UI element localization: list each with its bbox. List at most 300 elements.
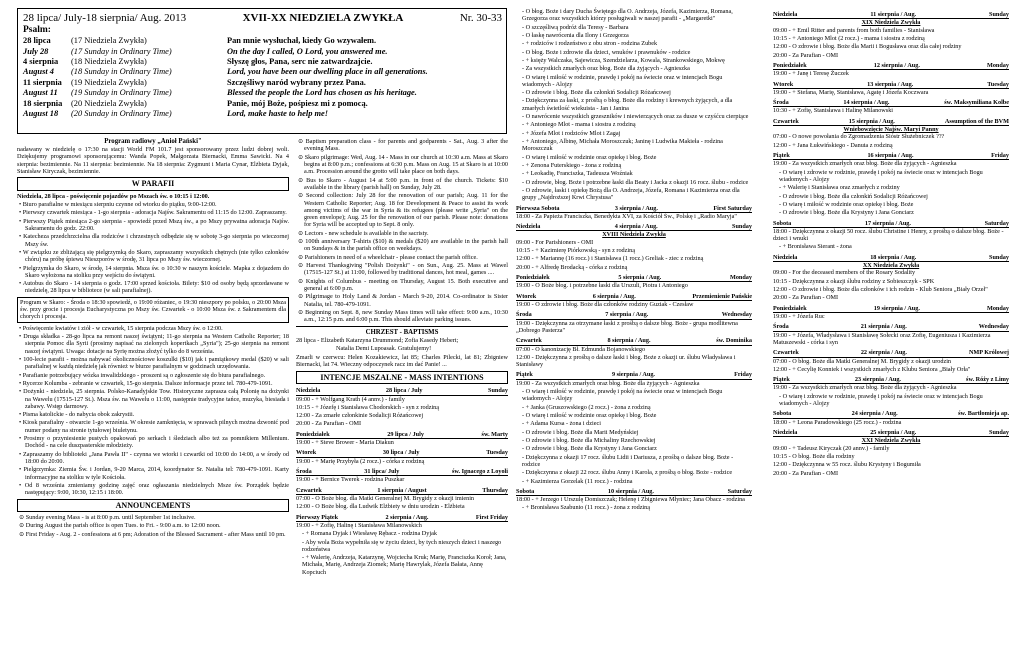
parafii-list — [17, 201, 289, 295]
mass-date: 14 sierpnia / Aug. — [843, 99, 890, 107]
bullet-item: ⊙ Bus to Skaro - August 14 at 5:00 p.m. in front of the church. Tickets: $10 available in the library (parish hall) on Sunday, July 28. — [298, 176, 508, 191]
parafii-heading: W PARAFII — [17, 177, 289, 190]
bullet-item: ⊙ During August the parish office is open Tues. to Fri. - 9:00 a.m. to 12:00 noon. — [19, 522, 221, 530]
mass-feast: Sunday — [488, 387, 508, 395]
intention-line: - + Walerię, Andrzeja, Katarzynę, Wojciecha Kruk; Marię, Franciszka Koroł; Jana, Michała, Marię, Andrzeja Ziomek; Marię Hawrylak, Józefa Bałata, Annę Kopciuch — [302, 554, 507, 576]
bullet-item: ⊙ Skaro pilgrimage: Wed, Aug. 14 - Mass in our church at 10:30 a.m. Mass at Skaro begins at 8:00 p.m.; confessions at 6:30 p.m. Mass on Aug. 15 at Skaro is at 10:00 a.m. Procession around the grotto will take place on both days. — [298, 153, 508, 176]
divider — [296, 326, 508, 327]
bullet-item: ⊙ Knights of Columbus - meeting on Thursday, August 15. Both executive and general at 6:00 p.m. — [298, 277, 508, 292]
mass-day-header — [773, 220, 1009, 228]
intention-line: 19:00 - Za wszystkich zmarłych oraz błog. Boże dla żyjących - Agnieszka — [773, 384, 957, 392]
intention-line: 19:00 - + Steve Brower - Maria Diakun — [296, 439, 394, 447]
psalm-verse: Blessed the people the Lord has chosen as his heritage. — [227, 88, 417, 98]
bullet-item: • Pisma katolickie - do nabycia obok zakrystii. — [19, 411, 135, 419]
intention-line: 20:00 - Za Parafian - OMI — [296, 420, 362, 428]
intention-line: 12:00 - Dziękczynna z prośbą o dalsze łaski i błog. Boże z okazji ur. ślubu Władysława i Stanisławy — [516, 353, 736, 369]
bullet-item: • Od 8 września zmieniamy godzinę zajęć oraz ogłaszania niedzielnych Msze św. Porządek będzie następujący: 9:00, 10:30, 12:15 i 18:00. — [19, 481, 289, 497]
mass-feast: Wednesday — [978, 323, 1009, 331]
mass-sunday-title: XX Niedziela Zwykła — [862, 262, 920, 270]
baptisms-line-2: Natalia Demi Lupoasak. Gratulujemy! — [336, 344, 432, 352]
mass-day-header — [773, 376, 1009, 384]
intention-line: 07:00 - O kanonizację Bł. Edmunda Bojanowskiego — [516, 345, 646, 353]
mass-feast: First Friday — [475, 513, 508, 521]
intention-line: 19:00 - O Boże błog. i potrzebne łaski dla Urszuli, Piotra i Antoniego — [516, 282, 688, 290]
psalm-date: August 4 — [23, 67, 54, 77]
bullet-item: • Kiosk parafialny - otwarcie 1-go września. W okresie zamknięcia, w sprawach pilnych można dzwonić pod numer podany na stronie tytułowej biuletynu. — [19, 419, 289, 434]
intention-line: - O wiarę i miłość w rodzinie oraz opiekę i błog. Boże — [522, 412, 657, 419]
intention-line: - O wiarę i miłość w rodzinie oraz opiekę i błog. Boże — [779, 200, 914, 208]
intention-line: - Dziękczynna z okazji 17 rocz. ślubu Lidii i Dariusza, z prośbą o dalsze błog. Boże - rodzice — [522, 453, 734, 468]
bulletin-header — [23, 12, 502, 25]
mass-day: Niedziela — [773, 253, 798, 261]
column-4 — [773, 8, 1009, 478]
bullet-item: • Katecheza przedchrzcielna dla rodziców i chrzestnych odbędzie się w sobotę 3-go sierpnia po wieczornej Mszy św. — [19, 233, 289, 248]
intention-line: - O nawrócenie wszystkich grzeszników i niewierzących oraz za dusze w czyśćcu cierpiące — [522, 113, 749, 121]
mass-day: Czwartek — [516, 337, 542, 345]
intention-line: 12:00 - Dziękczynna w 55 rocz. ślubu Krystyny i Bogumiła — [773, 461, 921, 469]
mass-day: Poniedziałek — [773, 304, 807, 312]
mass-day-header — [773, 62, 1009, 70]
mass-sunday-title: XVIII Niedziela Zwykła — [602, 231, 666, 239]
psalm-verse: Pan mnie wysłuchał, kiedy Go wzywałem. — [227, 36, 377, 46]
mass-feast: św. Ignacego z Loyoli — [451, 468, 508, 476]
mass-day-header — [296, 514, 508, 522]
mass-feast: św. Marty — [481, 430, 508, 438]
mass-date: 15 sierpnia / Aug. — [848, 117, 895, 125]
mass-date: 28 lipca / July — [385, 387, 423, 395]
mass-feast: Saturday — [984, 219, 1009, 227]
mass-feast: Monday — [729, 274, 752, 281]
intention-line: - O wiarę i miłość w rodzinie oraz opiekę i błog. Boże — [522, 153, 657, 161]
mass-day-header — [773, 410, 1009, 418]
psalm-row — [23, 99, 502, 109]
mass-day-header — [516, 488, 752, 496]
bullet-item: • Dożynki - niedziela, 25 sierpnia. Polsko-Kanadyjskie Tow. Historyczne zaprasza całą Polonię na dożynki na Wawelu (17515-127 St.). Msza św. na Wawelu o 11:00, następnie tradycyjne tańce, muzyka, biesiada i zabawy. Wstęp darmowy. — [19, 388, 289, 410]
intention-line: - + Kazimierza Gorzelak (11 rocz.) - rodzina — [522, 477, 633, 485]
mass-feast: św. Dominika — [716, 337, 752, 345]
mass-day: Sobota — [773, 410, 792, 418]
mass-date: 13 sierpnia / Aug. — [867, 80, 914, 88]
announcements-heading: ANNOUNCEMENTS — [17, 499, 289, 512]
mass-date: 3 sierpnia / Aug. — [614, 204, 658, 212]
mass-feast: Tuesday — [987, 80, 1009, 88]
mass-day: Środa — [773, 99, 789, 107]
intention-line: - + Antoniego, Albinę, Michała Moroszczuk; Janinę i Ludwika Makieła - rodzina Moroszczuk — [522, 138, 723, 153]
psalm-list — [23, 36, 502, 119]
intention-line: - O zdrowie i błog. Boże dla Krystyny i Jana Gonciarz — [779, 209, 914, 217]
intention-line: 19:00 - Dziękczynna za otrzymane łaski z prośbą o dalsze błog. Boże - grupa modlitewna „Dobrego Pasterza" — [516, 319, 738, 334]
mass-day-header — [516, 371, 752, 379]
bullet-item: • Pielgrzymka do Skaro, w środę, 14 sierpnia. Msza św. o 10:30 w naszym kościele. Mapka z dojazdem do Skaro wyłożona na stoliku przy wejściu do świątyni. — [19, 264, 289, 279]
mass-day-header — [773, 305, 1009, 313]
mass-intentions-heading: INTENCJE MSZALNE - MASS INTENTIONS — [296, 371, 508, 384]
intention-line: - + Bronisława Sierant - żona — [779, 243, 852, 251]
mass-date: 18 sierpnia / Aug. — [870, 253, 917, 261]
bullet-item: • W związku ze zbliżającą się pielgrzymką do Skaro, zapraszamy wszystkich chętnych (nie tylko członków chóru) na próbę śpiewu Nieszporów w środę, 31 lipca po Mszy św. wieczornej. — [19, 248, 289, 264]
intention-line: 12:00 - O zdrowie i błog. Boże dla członków i ich rodzin - Klub Seniora „Biały Orzeł" — [773, 286, 988, 293]
psalm-date: 4 sierpnia — [23, 57, 59, 67]
intention-line: 20:00 - Za Parafian - OMI — [773, 469, 839, 477]
intention-line: 12:00 - O Boże błog. dla Ludwik Elżbiety w dniu urodzin - Elżbieta — [296, 503, 465, 511]
mass-day: Środa — [296, 468, 312, 476]
intention-line: 19:00 - + Bernice Twerek - rodzina Puszkar — [296, 476, 405, 484]
bullet-item: • Zapraszamy do biblioteki „Jana Pawła II" - czynna we wtorki i czwartki od 10:00 do 14:00, a w środy od 18:00 do 20:00. — [19, 450, 289, 466]
intention-line: 10:15 - O błog. Boże dla rodziny — [773, 452, 855, 460]
mass-feast: Saturday — [727, 487, 752, 495]
mass-date: 29 lipca / July — [387, 430, 424, 438]
radio-text: nadawany w niedzielę o 17:30 na stacji World FM 101.7 jest sponsorowany przez ludzi dobrej woli. Dziękujemy programowi sponsorującemu: Wanda Popek, Małgorzata Biernacki, Emma Sawicki. Na 4 sierpnia: bezimiennie. Na 11 sierpnia: bezimiennie. Na 18 sierpnia: Zygmunt i Maria Cynar, Elżbieta Dyjak, Stanisław Kiryczak, bezimiennie. — [17, 146, 289, 175]
mass-day-header — [516, 293, 752, 301]
bullet-item: ⊙ 100th anniversary T-shirts ($10) & medals ($20) are available in the parish hall on Sundays & in the parish office on weekdays. — [298, 238, 508, 253]
intention-line: 09:00 - + Wolfgang Krath (4 annv.) - family — [296, 395, 405, 403]
intention-line: - O wiarę i zdrowie w rodzinie, prawdę i pokój na świecie oraz w intencjach Bogu wiadomych - Alojzy — [779, 168, 983, 183]
mass-date: 16 sierpnia / Aug. — [867, 152, 914, 159]
intention-line: - O wiarę i miłość w rodzinie, prawdę i pokój na świecie oraz w intencjach Bogu wiadomych - Alojzy — [522, 388, 723, 403]
mass-day: Wtorek — [773, 80, 794, 88]
psalm-row — [23, 47, 502, 57]
column-3 — [516, 8, 752, 513]
bullet-item: ⊙ Parishioners in need of a wheelchair - please contact the parish office. — [298, 253, 478, 261]
mass-intentions-list-1 — [296, 387, 508, 576]
bullet-item: • Pierwszy Piątek miesiąca 2-go sierpnia - spowiedź przed Mszą św., a po Mszy prywatna adoracja Najśw. Sakramentu do godz. 22:00. — [19, 217, 289, 232]
psalm-verse: On the day I called, O Lord, you answered me. — [227, 46, 388, 56]
header-dates: 28 lipca/ July-18 sierpnia/ Aug. 2013 — [23, 12, 187, 24]
mass-sunday-title: XIX Niedziela Zwykła — [861, 19, 921, 27]
psalm-date: August 18 — [23, 109, 59, 119]
intention-line: 10:15 - Dziękczynna z okazji ślubu rodziny z Sobieszczyk - SPK — [773, 277, 935, 285]
intention-line: 09:00 - For Parishioners - OMI — [516, 238, 594, 246]
mass-day: Wtorek — [516, 292, 537, 300]
mass-date: 22 sierpnia / Aug. — [860, 349, 907, 357]
english-announcements-list — [296, 138, 508, 324]
mass-feast: św. Róży z Limy — [966, 376, 1009, 384]
mass-feast: First Saturday — [713, 204, 752, 212]
intention-line: 19:00 - + Józefa, Władysława i Stanisławę Sołecki oraz Zofię, Eugeniusza i Kazimierza Matuszewski - córka i syn — [773, 331, 991, 346]
mass-day-header — [516, 223, 752, 231]
mass-feast: Sunday — [989, 253, 1009, 261]
intention-line: - O zdrowie, błog. Boże i potrzebne łaski dla Beaty i Jacka z okazji 16 rocz. ślubu - rodzice — [522, 178, 749, 186]
mass-feast: Monday — [986, 61, 1009, 69]
intention-line: - + księży Walczaka, Sajewicza, Szendzielarza, Kowala, Strankowskiego, Mokwę — [522, 56, 725, 64]
mass-date: 21 sierpnia / Aug. — [860, 323, 907, 331]
mass-day: Piątek — [773, 376, 790, 384]
intention-line: - + Zenona Futerskiego - żona z rodziną — [522, 161, 622, 169]
intention-line: 19:00 - + Marię Przybyła (2 rocz.) - córka z rodziną — [296, 457, 425, 465]
bullet-item: ⊙ Second collection: July 28 for the renovation of our parish; Aug. 11 for the Western Catholic Reporter; Aug. 18 for Development & Peace to assist its work among victims of the war in Syria & its refugees (please write „Syria" on the green envelope); Aug. 25 for the renovation of our parish. Please note: donations for Syria will be accepted up to Sept. 8 only. — [298, 192, 508, 229]
mass-day: Pierwszy Piątek — [296, 513, 339, 521]
mass-day: Niedziela — [773, 11, 798, 18]
intention-line: 12:00 - + Cecylię Konniek i wszystkich zmarłych z Klubu Seniora „Biały Orła" — [773, 365, 971, 373]
intention-line: 18:00 - + Leona Paradowskiego (25 rocz.) - rodzina — [773, 418, 902, 426]
mass-day: Czwartek — [773, 117, 799, 125]
intention-line: 20:00 - Za Parafian - OMI — [773, 294, 839, 302]
intention-line: 19:00 - + Janę i Teresę Żuczek — [773, 70, 849, 78]
mass-day-header — [516, 274, 752, 282]
mass-feast: Wednesday — [721, 311, 752, 319]
mass-feast: Sunday — [732, 223, 752, 231]
mass-day: Piątek — [773, 152, 790, 159]
intention-line: - + Janka (Gruszowskiego (2 rocz.) - żona z rodziną — [522, 403, 651, 411]
intention-line: - Aby wola Boża wypełniła się w życiu dzieci, by tych nieszych dzieci i naszego rodzeństwa — [302, 538, 502, 553]
intention-line: - O łaskę nawrócenia dla Ilony i Grzegorza — [522, 31, 629, 39]
intention-line: 07:00 - O Boże błog. dla Matki Generalnej M. Brygidy z okazji imienin — [296, 494, 475, 502]
psalm-sunday: (19 Sunday in Ordinary Time) — [71, 88, 172, 98]
bullet-item: • Biuro parafialne w miesiącu sierpniu czynne od wtorku do piątku, 9:00-12:00. — [19, 201, 217, 209]
mass-sunday-title: Wniebowzięcie Najśw. Maryi Panny — [843, 126, 939, 134]
intention-line: 18:00 - + Jerzego i Urszulę Domiszczak; Helenę i Zbigniewa Młyniec; Jana Obacz - rodzina — [516, 496, 745, 504]
bullet-item: • 100-lecie parafii - można nabywać okolicznościowe koszulki ($10) jak i pamiątkowy medal ($20) w sali parafialnej w każdą niedzielę jak również w biurze parafialnym w godzinach urzędowania. — [19, 355, 289, 371]
mass-date: 7 sierpnia / Aug. — [605, 311, 649, 319]
psalm-verse: Lord, make haste to help me! — [227, 109, 328, 119]
mass-day: Niedziela — [516, 223, 541, 231]
mass-day: Niedziela — [773, 429, 798, 436]
intention-line: 12:00 - + Mariannę (16 rocz.) i Stanisława (1 rocz.) Greliak - ziec z rodziną — [516, 255, 704, 263]
intention-line: 09:00 - For the deceased members of the Rosary Sodality — [773, 269, 916, 277]
mass-day-header — [773, 323, 1009, 331]
intention-line: 09:00 - + Emil Ritter and parents from both families - Stanisława — [773, 26, 935, 34]
bullet-item: • Pierwszy czwartek miesiąca - 1-go sierpnia - adoracja Najśw. Sakramentu od 11:15 do 12:00. Zapraszamy. — [19, 209, 287, 217]
mass-day-header — [773, 11, 1009, 19]
psalm-row — [23, 36, 502, 46]
intention-line: 19:00 - + Zofię, Halinę i Stanisława Milanowskich — [296, 521, 422, 529]
mass-day: Sobota — [773, 219, 792, 227]
intention-line: 18:00 - Dziękczynna z okazji 50 rocz. ślubu Christine i Henry, z prośbą o dalsze błog. Boże - dzieci i wnuki — [773, 227, 1004, 243]
mass-date: 12 sierpnia / Aug. — [873, 61, 920, 69]
mass-day-header — [296, 468, 508, 476]
mass-day: Wtorek — [296, 449, 317, 457]
mass-feast: Thursday — [482, 486, 508, 494]
mass-day-header — [296, 431, 508, 439]
intention-line: 18:00 - Za Papieża Franciszka, Benedykta XVI, za Kościół Św., Polskę i „Radio Maryja" — [516, 212, 737, 220]
bullet-item: • Rycerze Kolumba - zebranie w czwartek, 15-go sierpnia. Dalsze informacje przez tel. 780-479-1091. — [19, 379, 273, 387]
mass-feast: Sunday — [989, 11, 1009, 18]
bullet-item: • Poświęcenie kwiatów i ziół - w czwartek, 15 sierpnia podczas Mszy św. o 12:00. — [19, 324, 223, 332]
mass-feast: Przemienienie Pańskie — [692, 292, 752, 300]
mass-day-header — [516, 311, 752, 319]
intention-line: 07:00 - O błog. Boże dla Matki Generalnej M. Brygidy z okazji urodzin — [773, 357, 952, 365]
mass-day-header — [516, 337, 752, 345]
intention-line: - Dziękczynna z okazji 22 rocz. ślubu Anny i Karola, z prośbą o błog. Boże - rodzice — [522, 469, 733, 477]
mass-day: Środa — [773, 323, 789, 331]
psalm-sunday: (20 Niedziela Zwykła) — [71, 98, 147, 108]
intention-line: 09:00 - + Tadeusz Kiryczak (20 annv.) - family — [773, 444, 890, 452]
mass-day: Poniedziałek — [516, 274, 550, 281]
mass-feast: Tuesday — [486, 449, 508, 457]
intention-line: - Dziękczynna za łaski, z prośbą o błog. Boże dla rodziny i krewnych żyjących, a dla zmarłych świetlość wiekuista - Jan i Janina — [522, 97, 733, 112]
intention-line: - O błog. Boże i dary Ducha Świętego dla O. Andrzeja, Józefa, Kazimierza, Romana, Grzegorza oraz wszystkich którzy posługiwali w naszej parafii - „Margaretki" — [522, 8, 733, 23]
intention-line: 12:00 - Za zmarłe członkinie Sodalicji Różańcowej — [296, 412, 424, 420]
intention-line: - O zdrowie i błog. Boże dla członkiń Sodalicji Różańcowej — [779, 192, 928, 200]
intention-line: 12:00 - O zdrowie i błog. Boże dla Marii i Bogusława oraz dla całej rodziny — [773, 43, 962, 51]
psalm-sunday: (19 Niedziela Zwykła) — [71, 77, 147, 87]
intention-line: - + rodziców i rodzeństwo z obu stron - rodzina Zubek — [522, 40, 658, 48]
mass-feast: Sunday — [989, 429, 1009, 436]
psalm-sunday: (18 Sunday in Ordinary Time) — [71, 67, 172, 77]
intention-line: 20:00 - + Alfredę Brodacką - córka z rodziną — [516, 263, 628, 271]
psalm-title: Psalm: — [23, 24, 51, 35]
bullet-item: ⊙ Lectors - new schedule is available in the sacristy. — [298, 229, 429, 237]
psalm-date: August 11 — [23, 88, 58, 98]
mass-day-header — [773, 349, 1009, 357]
intention-line: 19:00 - O zdrowie i błog. Boże dla członków rodziny Guziak - Czesław — [516, 300, 694, 308]
mass-feast: Friday — [734, 371, 752, 379]
psalm-verse: Słyszę głos, Pana, serc nie zatwardzajcie. — [227, 57, 373, 67]
intention-line: - + Leokadię, Franciszka, Tadeusza Woźniak — [522, 170, 633, 178]
psalm-row — [23, 78, 502, 88]
bullet-item: ⊙ First Friday - Aug. 2 - confessions at 6 pm; Adoration of the Blessed Sacrament - after Mass until 10 pm. — [19, 530, 286, 538]
psalm-date: 11 sierpnia — [23, 77, 62, 87]
intention-line: 19:00 - + Józefa Ruc — [773, 312, 825, 320]
mass-feast: Friday — [991, 152, 1009, 159]
mass-day: Niedziela — [296, 387, 321, 395]
parafii-lead: Niedziela, 28 lipca - poświęcenie pojazdów po Mszach św. o 10:15 i 12:00. — [17, 192, 210, 200]
mass-date: 19 sierpnia / Aug. — [873, 304, 920, 312]
mass-date: 23 sierpnia / Aug. — [854, 376, 901, 384]
mass-date: 2 sierpnia / Aug. — [385, 513, 429, 521]
deceased-text: Zmarli w czerwcu: Helen Kozakiewicz, lat 85; Charles Pilecki, lat 81; Zbigniew Biernacki, lat 74. Wieczny odpoczynek racz im dać Panie! ... — [296, 354, 508, 369]
mass-day-header — [516, 205, 752, 213]
psalm-verse: Szczęśliwy naród wybrany przez Pana. — [227, 77, 366, 87]
mass-date: 4 sierpnia / Aug. — [614, 223, 658, 231]
header-title: XVII-XX NIEDZIELA ZWYKŁA — [242, 12, 404, 24]
mass-date: 6 sierpnia / Aug. — [592, 292, 636, 300]
mass-feast: Monday — [986, 304, 1009, 312]
baptisms-line-1: 28 lipca - Elizabeth Katarzyna Drummond; Zofia Kasedy Hebert; — [296, 336, 459, 344]
intention-line: 19:00 - Za wszystkich zmarłych oraz błog. Boże dla żyjących - Agnieszka — [773, 160, 957, 168]
mass-day-header — [773, 99, 1009, 107]
mass-day-header — [296, 449, 508, 457]
column-1 — [17, 138, 289, 539]
psalm-sunday: (17 Sunday in Ordinary Time) — [71, 46, 172, 56]
psalm-row — [23, 109, 502, 119]
psalm-verse: Lord, you have been our dwelling place in all generations. — [227, 67, 428, 77]
column-2 — [296, 138, 508, 577]
mass-date: 25 sierpnia / Aug. — [870, 429, 917, 436]
intention-line: - O szczęśliwą podróż dla Teresy - Barbara — [522, 23, 629, 31]
intention-line: - + Bronisława Szabunio (11 rocz.) - żona z rodziną — [522, 504, 650, 512]
header-number: Nr. 30-33 — [459, 12, 502, 24]
intention-line: - + Walerię i Stanisława oraz zmarłych z rodziny — [779, 184, 900, 192]
mass-date: 8 sierpnia / Aug. — [607, 337, 651, 345]
mass-day: Czwartek — [773, 349, 799, 357]
intention-line: 20:00 - Za Parafian - OMI — [773, 51, 839, 59]
intention-line: - O zdrowie i błog. Boże dla członkiń Sodalicji Różańcowej — [522, 89, 671, 97]
bullet-item: ⊙ Harvest Thanksgiving "Polish Dożynki" - on Sun., Aug. 25. Mass at Wawel (17515-127 St.) at 11:00, followed by traditional dances, hot meal, games .... — [298, 262, 508, 277]
psalm-verse: Panie, mój Boże, pośpiesz mi z pomocą. — [227, 98, 368, 108]
mass-date: 1 sierpnia / August — [377, 486, 427, 494]
mass-date: 10 sierpnia / Aug. — [607, 487, 654, 495]
mass-sunday-title: XXI Niedziela Zwykła — [861, 437, 921, 445]
intention-line: - O wiarę i zdrowie w rodzinie, prawdę i pokój na świecie oraz w intencjach Bogu wiadomych - Alojzy — [779, 392, 983, 408]
mass-day: Sobota — [516, 487, 535, 495]
mass-day-header — [773, 81, 1009, 89]
psalm-row — [23, 88, 502, 98]
psalm-date: July 28 — [23, 46, 49, 56]
mass-date: 31 lipca/ July — [364, 468, 400, 476]
intention-line: - Za wszystkich zmarłych oraz błog. Boże dla żyjących - Agnieszka — [522, 65, 690, 73]
mass-day: Czwartek — [296, 486, 322, 494]
intention-line: 10:15 - + Antoniego Mlot (2 rocz.) - mama i siostra z rodziną — [773, 34, 925, 42]
mass-day: Poniedziałek — [773, 61, 807, 69]
mass-feast: św. Bartłomieja ap. — [958, 410, 1009, 418]
intention-line: - O zdrowie, łaski i opiekę Bożą dla O. Andrzeja, Józefa, Romana i Kazimierza oraz dla grupy „Najdroższej Krwi Chrystusa" — [522, 186, 740, 202]
radio-title: Program radiowy „Anioł Pański" — [104, 138, 202, 145]
intention-line: 12:00 - + Jana Łukwińskiego - Danuta z rodziną — [773, 141, 893, 149]
bullet-item: • Pielgrzymka: Ziemia Św. i Jordan, 9-20 Marca, 2014, koordynator Sr. Natalia tel: 780-479-1091. Karty informacyjne na stoliku w tyle Kościoła. — [19, 466, 289, 481]
mass-day-header — [296, 387, 508, 395]
bullet-item: • Druga składka - 28-go lipca na remont naszej świątyni; 11-go sierpnia na Western Catholic Reporter; 18 sierpnia Pomoc dla Syrii (prosimy napisać na zielonych kopertkach „Syria"); 25-go sierpnia na remont naszej świątyni. Uwaga: dotacje na Syrię można złożyć tylko do 8 września. — [19, 333, 289, 355]
mass-intentions-list-3 — [773, 11, 1009, 477]
bullet-item: ⊙ Sunday evening Mass - is at 8:00 p.m. until September 1st inclusive. — [19, 514, 196, 522]
mass-day-header — [773, 254, 1009, 262]
bullet-item: • Autobus do Skaro - 14 sierpnia o godz. 17:00 sprzed kościoła. Bilety: $10 od osoby będą sprzedawane w niedzielę, 28 lipca w bibliotece (w sali parafialnej). — [19, 280, 289, 295]
mass-intentions-list-2 — [516, 205, 752, 512]
psalm-date: 18 sierpnia — [23, 98, 63, 108]
mass-day: Piątek — [516, 371, 533, 379]
psalm-date: 28 lipca — [23, 36, 51, 46]
intention-line: - + Adama Kursa - żona i dzieci — [522, 420, 601, 428]
intention-line: 10:15 - + Kazimierę Piórkowską - syn z rodziną — [516, 247, 635, 255]
psalm-box — [17, 8, 507, 134]
intention-line: - O zdrowie i błog. Boże dla Krystyny i Jana Gonciarz — [522, 445, 657, 453]
intention-line: - + Józefa Mlot i rodziców Mlot i Zagaj — [522, 129, 621, 137]
mass-intentions-continued — [516, 8, 752, 202]
mass-day-header — [296, 487, 508, 495]
mass-day: Środa — [516, 311, 532, 319]
bullet-item: ⊙ Baptism preparation class - for parents and godparents - Sat., Aug. 3 after the evening Mass. — [298, 138, 508, 153]
intention-line: 10:15 - + Józefę i Stanisława Chodorskich - syn z rodziną — [296, 403, 440, 411]
intention-line: - O błog. Boże i zdrowie dla dzieci, wnuków i prawnuków - rodzice — [522, 48, 691, 56]
bullet-item: ⊙ Pilgrimage to Holy Land & Jordan - March 9-20, 2014. Co-ordinator is Sister Natalia, tel. 780-479-1091. — [298, 293, 508, 308]
skaro-program-box: Program w Skaro: - Środa o 18:30 spowiedź, o 19:00 różaniec, o 19:30 nieszpory po polsku, o 20:00 Msza św. przy grocie i procesja Eucharystyczna po Mszy św. Czwartek - o 10:00 Msza św. z Sakramentem dla chorych i procesja. — [17, 297, 289, 323]
mass-day-header — [773, 152, 1009, 160]
baptisms-heading: CHRZEST - BAPTISMS — [365, 328, 439, 336]
intention-line: 19:00 - + Stefana, Marię, Stanisława, Agatę i Józefa Koczwara — [773, 88, 929, 96]
mass-date: 11 sierpnia / Aug. — [870, 11, 917, 18]
intention-line: - O zdrowie i błog. Boże dla Marii Medyńskiej — [522, 428, 639, 436]
psalm-sunday: (20 Sunday in Ordinary Time) — [71, 109, 172, 119]
mass-day: Poniedziałek — [296, 430, 330, 438]
bullet-item: • Parafianie potrzebujący wózka inwalidzkiego - proszeni są o zgłoszenie się do biura parafialnego. — [19, 371, 266, 379]
bullet-item: • Prosimy o przyniesienie pustych opakowań po serkach i śledziach albo też za pomnikiem Millenium. Dochód - na cele duszpasterskie młodzieży. — [19, 435, 289, 450]
psalm-sunday: (18 Niedziela Zwykła) — [71, 57, 147, 67]
mass-day-header — [773, 118, 1009, 126]
mass-date: 24 sierpnia / Aug. — [851, 410, 898, 418]
intention-line: - + Romana Dyjak i Wiesławę Rębacz - rodzina Dyjak — [302, 530, 437, 538]
intention-line: - + Antoniego Mlot - mama i siostra z rodziną — [522, 121, 636, 129]
mass-feast: św. Maksymiliana Kolbe — [944, 99, 1009, 107]
mass-feast: NMP Królowej — [968, 349, 1009, 357]
intention-line: 07:00 - O nowe powołania do Zgromadzenia Sióstr Służebniczek ??? — [773, 133, 945, 141]
mass-date: 30 lipca / July — [382, 449, 420, 457]
bullet-item: ⊙ Beginning on Sept. 8, new Sunday Mass times will take effect: 9:00 a.m., 10:30 a.m., 12:15 p.m. and 6:00 p.m. This should alleviate parking issues. — [298, 308, 508, 324]
psalm-row — [23, 67, 502, 77]
psalm-sunday: (17 Niedziela Zwykła) — [71, 36, 147, 46]
mass-date: 17 sierpnia / Aug. — [864, 219, 911, 227]
intention-line: - O zdrowie i błog. Boże dla Michaliny Rzechowskiej — [522, 436, 656, 444]
intention-line: - O wiarę i miłość w rodzinie, prawdę i pokój na świecie oraz w intencjach Bogu wiadomych - Alojzy — [522, 73, 723, 88]
mass-day-header — [773, 429, 1009, 437]
announcements-list — [17, 514, 289, 538]
parafii-list-2 — [17, 325, 289, 497]
intention-line: 19:00 - Za wszystkich zmarłych oraz błog. Boże dla żyjących - Agnieszka — [516, 379, 700, 387]
mass-date: 9 sierpnia / Aug. — [611, 371, 655, 379]
mass-day: Pierwsza Sobota — [516, 204, 560, 212]
psalm-row — [23, 57, 502, 67]
mass-feast: Assumption of the BVM — [944, 117, 1009, 125]
mass-date: 5 sierpnia / Aug. — [618, 274, 662, 281]
intention-line: 10:30 - + Zofię, Stanisława i Halinę Milanowski — [773, 107, 894, 115]
